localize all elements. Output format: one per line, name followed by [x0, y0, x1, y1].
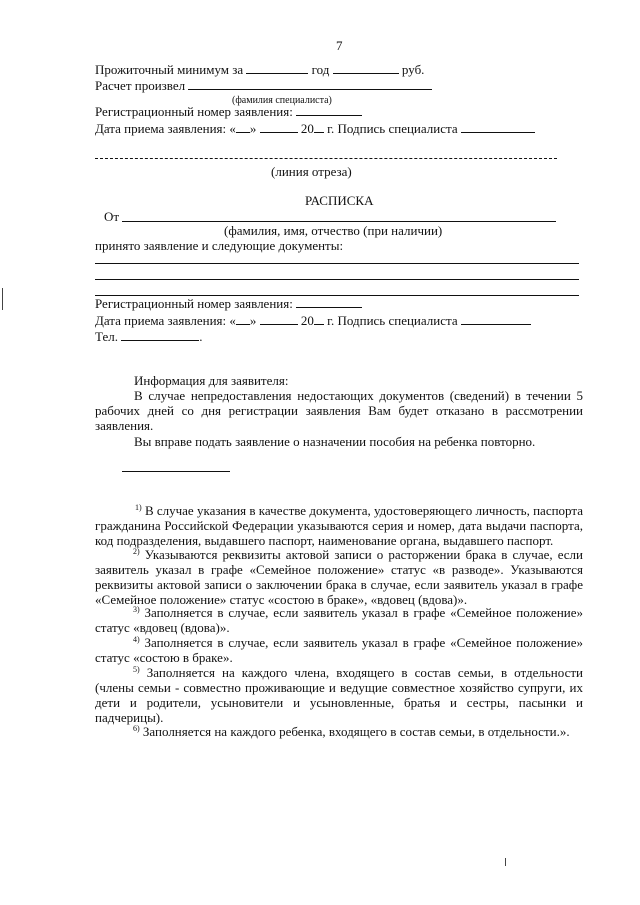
footnote-5-text: Заполняется на каждого члена, входящего в состав семьи, в отдельности (члены семьи - совместно проживающие и ведущие совместное хозяйство супруги, их дети и родители, усыновители и усыновленные, братья и сестры, пасынки и падчерицы). — [95, 665, 583, 725]
date-year-field-receipt[interactable] — [314, 313, 324, 325]
footnote-4-text: Заполняется в случае, если заявитель указал в графе «Семейное положение» статус «состою в браке». — [95, 635, 583, 665]
reg-number-field-receipt[interactable] — [296, 296, 362, 308]
accepted-text: принято заявление и следующие документы: — [95, 238, 344, 253]
footnote-3 — [95, 605, 583, 635]
date-year-prefix-receipt: 20 — [300, 313, 314, 328]
footnote-3-mark: 3) — [133, 605, 140, 614]
date-day-field-receipt[interactable] — [236, 313, 250, 325]
scan-mark-right — [505, 858, 506, 866]
signature-field-receipt[interactable] — [461, 313, 531, 325]
footnote-2 — [95, 547, 583, 607]
reg-number-label-receipt: Регистрационный номер заявления: — [95, 296, 293, 311]
date-year-field-top[interactable] — [314, 121, 324, 133]
date-label-top: Дата приема заявления: « — [95, 121, 236, 136]
date-row-receipt — [95, 313, 531, 328]
from-label: От — [104, 209, 120, 224]
subsistence-currency: руб. — [401, 62, 425, 77]
cut-line — [95, 158, 557, 159]
receipt-title: РАСПИСКА — [305, 193, 374, 208]
subsistence-year-label: год — [311, 62, 330, 77]
phone-end: . — [199, 329, 203, 344]
footnote-1-text: В случае указания в качестве документа, удостоверяющего личность, паспорта гражданина Российской Федерации указываются серия и номер, дата выдачи паспорта, код подразделения, выдавшего паспорт, наименование органа, выдавшего паспорт. — [95, 503, 583, 548]
calc-label: Расчет произвел — [95, 78, 186, 93]
cut-line-caption: (линия отреза) — [271, 164, 352, 179]
page-number: 7 — [336, 38, 343, 53]
footnote-4 — [95, 635, 583, 665]
footnote-6-text: Заполняется на каждого ребенка, входящего в состав семьи, в отдельности.». — [142, 724, 570, 739]
footnote-2-text: Указываются реквизиты актовой записи о расторжении брака в случае, если заявитель указал в графе «Семейное положение» статус «в разводе». Указываются реквизиты актовой записи о заключении брака в случае, если заявитель указал в графе «Семейное положение» статус «состою в браке», «вдовец (вдова)». — [95, 547, 583, 607]
footnote-4-mark: 4) — [133, 635, 140, 644]
subsistence-period-field[interactable] — [246, 62, 308, 74]
date-quote-close-receipt: » — [249, 313, 257, 328]
calc-row — [95, 78, 432, 93]
phone-field[interactable] — [121, 329, 199, 341]
date-row-top — [95, 121, 535, 136]
date-signature-label-receipt: г. Подпись специалиста — [327, 313, 458, 328]
date-label-receipt: Дата приема заявления: « — [95, 313, 236, 328]
footnote-separator — [122, 471, 230, 472]
date-quote-close-top: » — [249, 121, 257, 136]
footnote-6 — [95, 724, 583, 739]
date-year-prefix-top: 20 — [300, 121, 314, 136]
reg-number-row-receipt — [95, 296, 362, 311]
documents-line-1[interactable] — [95, 263, 579, 264]
footnote-1 — [95, 503, 583, 548]
footnote-6-mark: 6) — [133, 724, 140, 733]
date-month-field-receipt[interactable] — [260, 313, 298, 325]
documents-line-2[interactable] — [95, 279, 579, 280]
subsistence-amount-field[interactable] — [333, 62, 399, 74]
calc-specialist-field[interactable] — [188, 78, 432, 90]
fio-caption: (фамилия, имя, отчество (при наличии) — [224, 223, 443, 238]
footnote-3-text: Заполняется в случае, если заявитель указал в графе «Семейное положение» статус «вдовец (вдова)». — [95, 605, 583, 635]
reg-number-row-top — [95, 104, 362, 119]
footnote-2-mark: 2) — [133, 547, 140, 556]
phone-row — [95, 329, 202, 344]
subsistence-minimum-row — [95, 62, 424, 77]
signature-field-top[interactable] — [461, 121, 535, 133]
date-month-field-top[interactable] — [260, 121, 298, 133]
scan-mark-left — [2, 288, 3, 310]
reg-number-field-top[interactable] — [296, 104, 362, 116]
footnote-1-mark: 1) — [135, 503, 142, 512]
calc-caption: (фамилия специалиста) — [232, 95, 332, 106]
info-paragraph-2: Вы вправе подать заявление о назначении пособия на ребенка повторно. — [134, 434, 536, 449]
subsistence-label: Прожиточный минимум за — [95, 62, 244, 77]
footnote-5 — [95, 665, 583, 725]
phone-label: Тел. — [95, 329, 118, 344]
from-field[interactable] — [122, 221, 556, 222]
info-heading: Информация для заявителя: — [134, 373, 289, 388]
date-day-field-top[interactable] — [236, 121, 250, 133]
footnote-5-mark: 5) — [133, 665, 140, 674]
info-paragraph-1: В случае непредоставления недостающих документов (сведений) в течении 5 рабочих дней со дня регистрации заявления Вам будет отказано в рассмотрении заявления. — [95, 388, 583, 433]
reg-number-label-top: Регистрационный номер заявления: — [95, 104, 293, 119]
date-signature-label-top: г. Подпись специалиста — [327, 121, 458, 136]
